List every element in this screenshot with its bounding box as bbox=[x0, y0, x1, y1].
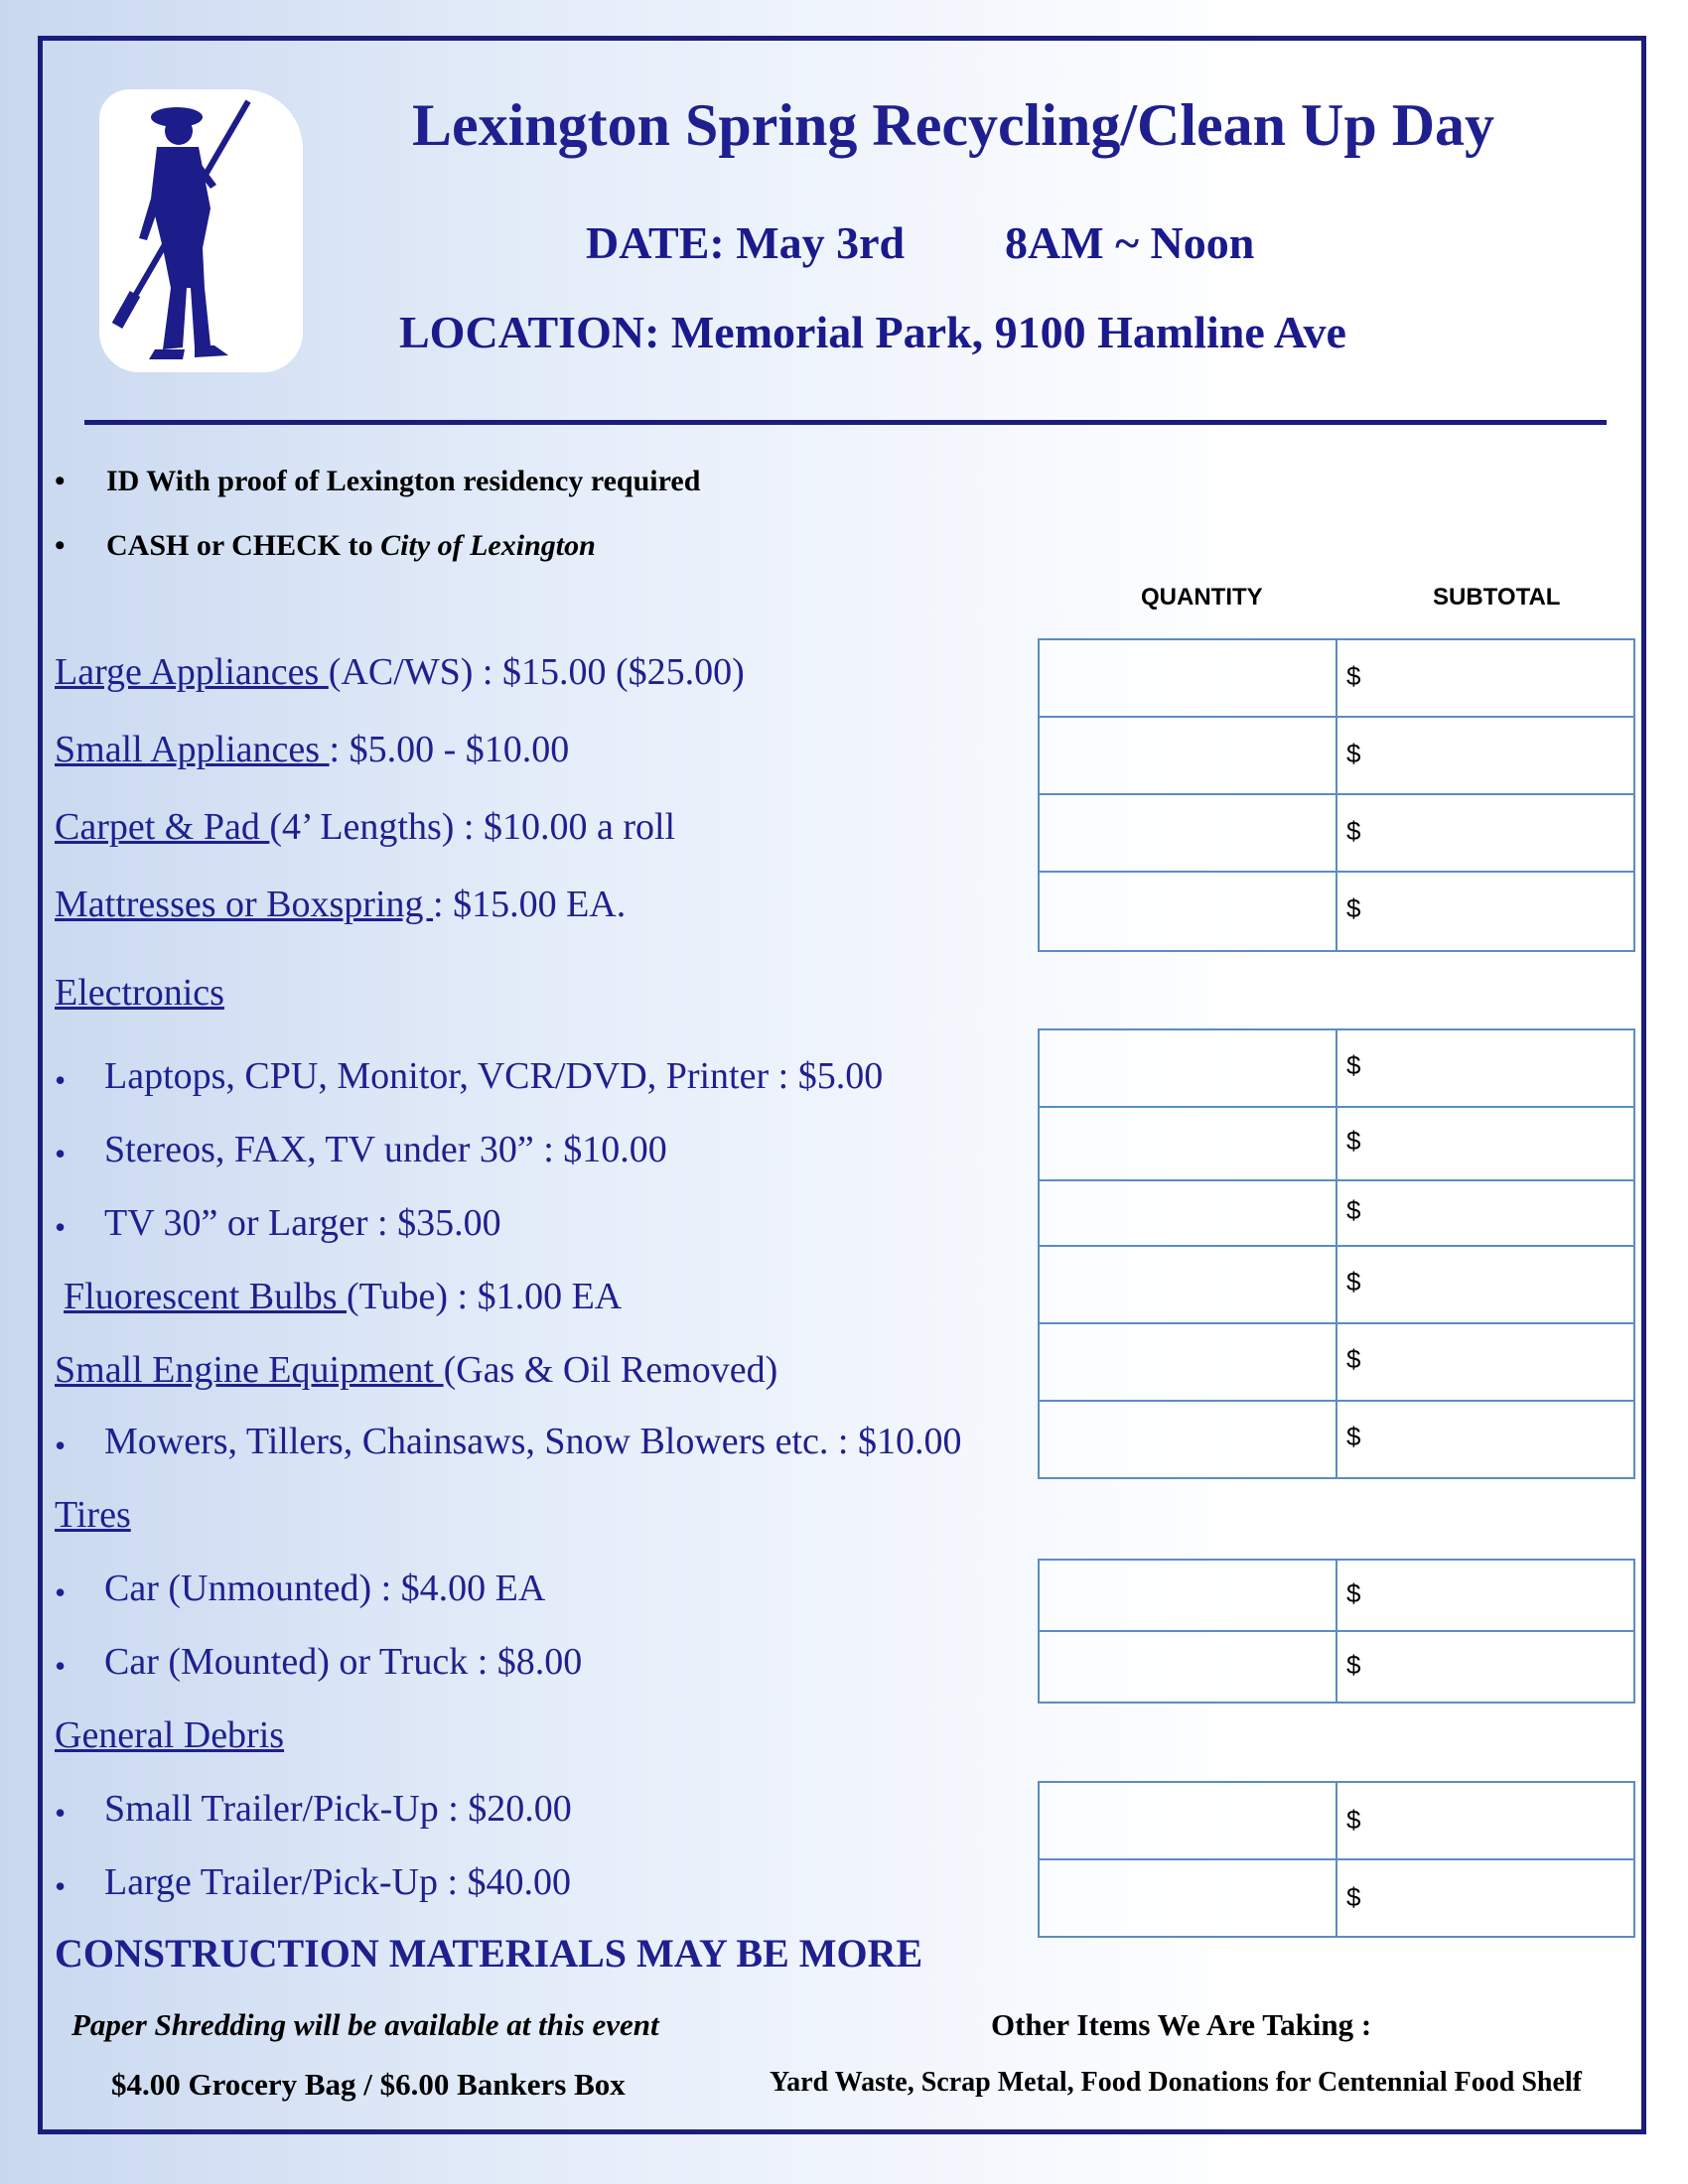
subtotal-input[interactable] bbox=[1336, 1028, 1635, 1108]
bullet: • bbox=[55, 1428, 67, 1463]
construction-notice: CONSTRUCTION MATERIALS MAY BE MORE bbox=[55, 1931, 923, 1976]
bullet: • bbox=[55, 1062, 67, 1098]
subtotal-input[interactable] bbox=[1336, 1179, 1635, 1247]
dollar-sign: $ bbox=[1346, 1578, 1361, 1608]
subtotal-input[interactable] bbox=[1336, 1400, 1635, 1479]
item-car-unmounted: Car (Unmounted) : $4.00 EA bbox=[104, 1568, 546, 1609]
item-mattresses: Mattresses or Boxspring : $15.00 EA. bbox=[55, 884, 627, 925]
quantity-input[interactable] bbox=[1038, 793, 1337, 873]
minuteman-icon bbox=[99, 89, 303, 372]
item-small-appliances: Small Appliances : $5.00 - $10.00 bbox=[55, 729, 570, 770]
dollar-sign: $ bbox=[1346, 893, 1361, 923]
bullet: • bbox=[55, 1868, 67, 1904]
item-mowers: Mowers, Tillers, Chainsaws, Snow Blowers etc. : $10.00 bbox=[104, 1421, 962, 1462]
dollar-sign: $ bbox=[1346, 816, 1361, 846]
subtotal-input[interactable] bbox=[1336, 1630, 1635, 1704]
subtotal-input[interactable] bbox=[1336, 1322, 1635, 1402]
dollar-sign: $ bbox=[1346, 1805, 1361, 1835]
item-small-trailer: Small Trailer/Pick-Up : $20.00 bbox=[104, 1788, 572, 1830]
subtotal-input[interactable] bbox=[1336, 871, 1635, 952]
quantity-input[interactable] bbox=[1038, 1106, 1337, 1181]
bullet: • bbox=[55, 529, 66, 562]
item-fluorescent: Fluorescent Bulbs (Tube) : $1.00 EA bbox=[64, 1276, 623, 1317]
subtotal-input[interactable] bbox=[1336, 1858, 1635, 1938]
item-large-appliances: Large Appliances (AC/WS) : $15.00 ($25.00) bbox=[55, 651, 745, 693]
payment-prefix: CASH or CHECK to bbox=[106, 529, 381, 562]
quantity-input[interactable] bbox=[1038, 1028, 1337, 1108]
minuteman-logo bbox=[99, 89, 303, 372]
page-title: Lexington Spring Recycling/Clean Up Day bbox=[411, 92, 1495, 158]
quantity-input[interactable] bbox=[1038, 1179, 1337, 1247]
subtotal-header: SUBTOTAL bbox=[1433, 584, 1561, 611]
dollar-sign: $ bbox=[1346, 1882, 1361, 1912]
item-laptops: Laptops, CPU, Monitor, VCR/DVD, Printer : $5.00 bbox=[104, 1055, 884, 1097]
dollar-sign: $ bbox=[1346, 1267, 1361, 1297]
subtotal-input[interactable] bbox=[1336, 1781, 1635, 1860]
dollar-sign: $ bbox=[1346, 1422, 1361, 1451]
quantity-input[interactable] bbox=[1038, 1781, 1337, 1860]
quantity-input[interactable] bbox=[1038, 716, 1337, 795]
subtotal-input[interactable] bbox=[1336, 1245, 1635, 1324]
bullet: • bbox=[55, 1795, 67, 1831]
section-general-debris: General Debris bbox=[55, 1714, 285, 1756]
quantity-input[interactable] bbox=[1038, 1858, 1337, 1938]
other-items-list: Yard Waste, Scrap Metal, Food Donations for Centennial Food Shelf bbox=[770, 2067, 1582, 2098]
event-time: 8AM ~ Noon bbox=[1005, 217, 1255, 268]
subtotal-input[interactable] bbox=[1336, 793, 1635, 873]
quantity-input[interactable] bbox=[1038, 1630, 1337, 1704]
quantity-input[interactable] bbox=[1038, 1245, 1337, 1324]
quantity-input[interactable] bbox=[1038, 1322, 1337, 1402]
subtotal-input[interactable] bbox=[1336, 716, 1635, 795]
section-electronics: Electronics bbox=[55, 972, 224, 1014]
payment-payee: City of Lexington bbox=[380, 529, 596, 562]
payment-note bbox=[106, 529, 596, 563]
shredding-note: Paper Shredding will be available at this event bbox=[71, 2007, 659, 2042]
item-car-mounted: Car (Mounted) or Truck : $8.00 bbox=[104, 1641, 583, 1683]
item-stereos: Stereos, FAX, TV under 30” : $10.00 bbox=[104, 1129, 667, 1170]
bullet: • bbox=[55, 1648, 67, 1684]
quantity-header: QUANTITY bbox=[1141, 584, 1263, 611]
item-carpet: Carpet & Pad (4’ Lengths) : $10.00 a roll bbox=[55, 806, 676, 848]
quantity-input[interactable] bbox=[1038, 1559, 1337, 1632]
section-tires: Tires bbox=[55, 1494, 131, 1536]
item-large-trailer: Large Trailer/Pick-Up : $40.00 bbox=[104, 1861, 572, 1903]
other-items-title: Other Items We Are Taking : bbox=[991, 2007, 1372, 2042]
dollar-sign: $ bbox=[1346, 1344, 1361, 1374]
quantity-input[interactable] bbox=[1038, 871, 1337, 952]
shredding-prices: $4.00 Grocery Bag / $6.00 Bankers Box bbox=[111, 2067, 626, 2102]
subtotal-input[interactable] bbox=[1336, 1106, 1635, 1181]
bullet: • bbox=[55, 465, 66, 497]
dollar-sign: $ bbox=[1346, 1050, 1361, 1080]
event-date: DATE: May 3rd bbox=[586, 217, 906, 268]
id-requirement: ID With proof of Lexington residency required bbox=[106, 465, 701, 497]
subtotal-input[interactable] bbox=[1336, 1559, 1635, 1632]
subtotal-input[interactable] bbox=[1336, 638, 1635, 718]
dollar-sign: $ bbox=[1346, 1650, 1361, 1680]
event-location: LOCATION: Memorial Park, 9100 Hamline Ave bbox=[399, 307, 1346, 357]
dollar-sign: $ bbox=[1346, 739, 1361, 768]
quantity-input[interactable] bbox=[1038, 638, 1337, 718]
bullet: • bbox=[55, 1209, 67, 1245]
item-small-engine: Small Engine Equipment (Gas & Oil Removed) bbox=[55, 1349, 778, 1391]
bullet: • bbox=[55, 1574, 67, 1610]
header-divider bbox=[84, 420, 1607, 425]
quantity-input[interactable] bbox=[1038, 1400, 1337, 1479]
dollar-sign: $ bbox=[1346, 1195, 1361, 1225]
dollar-sign: $ bbox=[1346, 1126, 1361, 1156]
item-tv-large: TV 30” or Larger : $35.00 bbox=[104, 1202, 501, 1244]
bullet: • bbox=[55, 1136, 67, 1171]
dollar-sign: $ bbox=[1346, 661, 1361, 691]
